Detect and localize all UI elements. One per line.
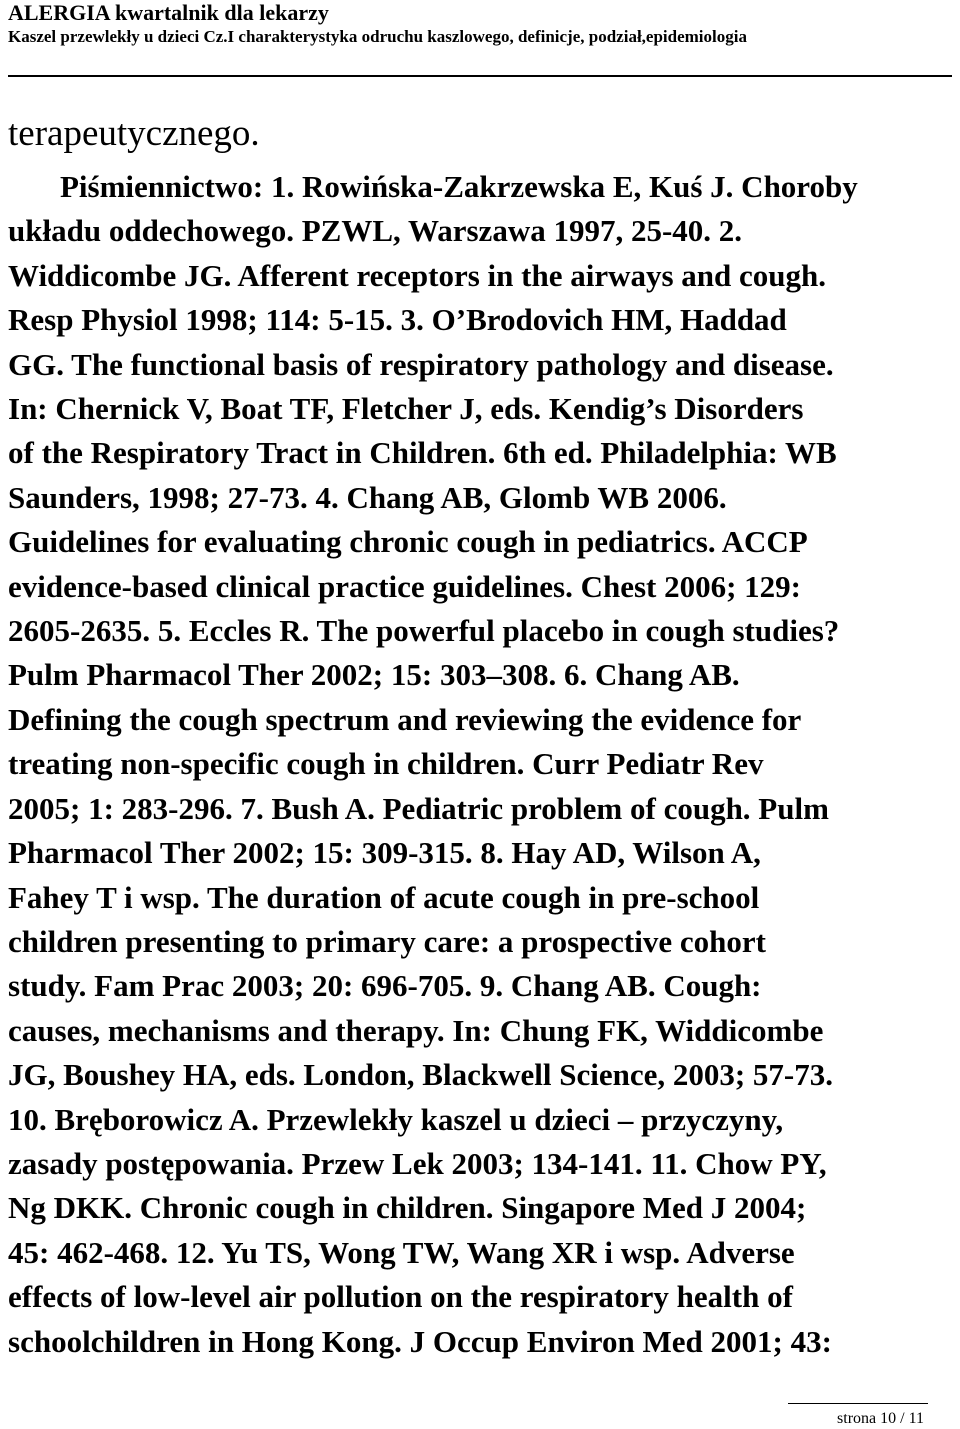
reference-line: schoolchildren in Hong Kong. J Occup Environ Med 2001; 43: xyxy=(8,1323,832,1359)
reference-line: Defining the cough spectrum and reviewing the evidence for xyxy=(8,701,802,737)
reference-line: Fahey T i wsp. The duration of acute cough in pre-school xyxy=(8,879,760,915)
reference-line: 2005; 1: 283-296. 7. Bush A. Pediatric problem of cough. Pulm xyxy=(8,790,829,826)
reference-line: study. Fam Prac 2003; 20: 696-705. 9. Chang AB. Cough: xyxy=(8,968,762,1004)
reference-line: causes, mechanisms and therapy. In: Chung FK, Widdicombe xyxy=(8,1012,824,1048)
reference-line: Pharmacol Ther 2002; 15: 309-315. 8. Hay AD, Wilson A, xyxy=(8,835,761,871)
header-divider xyxy=(8,75,952,77)
reference-line: evidence-based clinical practice guidelines. Chest 2006; 129: xyxy=(8,568,801,604)
reference-line: Pulm Pharmacol Ther 2002; 15: 303–308. 6. Chang AB. xyxy=(8,657,740,693)
references-block xyxy=(8,165,952,1364)
reference-line: children presenting to primary care: a prospective cohort xyxy=(8,923,766,959)
footer-divider xyxy=(788,1403,928,1404)
article-subtitle: Kaszel przewlekły u dzieci Cz.I charakterystyka odruchu kaszlowego, definicje, podział,epidemiologia xyxy=(8,27,747,46)
reference-line: JG, Boushey HA, eds. London, Blackwell Science, 2003; 57-73. xyxy=(8,1057,833,1093)
reference-line: Saunders, 1998; 27-73. 4. Chang AB, Glomb WB 2006. xyxy=(8,479,727,515)
reference-line: treating non-specific cough in children. Curr Pediatr Rev xyxy=(8,746,764,782)
reference-line: Ng DKK. Chronic cough in children. Singapore Med J 2004; xyxy=(8,1190,807,1226)
reference-line: of the Respiratory Tract in Children. 6th ed. Philadelphia: WB xyxy=(8,435,837,471)
reference-line: effects of low-level air pollution on the respiratory health of xyxy=(8,1279,793,1315)
reference-line: Resp Physiol 1998; 114: 5-15. 3. O’Brodovich HM, Haddad xyxy=(8,302,787,338)
reference-line: układu oddechowego. PZWL, Warszawa 1997, 25-40. 2. xyxy=(8,213,743,249)
journal-title: ALERGIA kwartalnik dla lekarzy xyxy=(8,0,329,25)
reference-line: Guidelines for evaluating chronic cough in pediatrics. ACCP xyxy=(8,524,808,560)
reference-line: GG. The functional basis of respiratory pathology and disease. xyxy=(8,346,834,382)
reference-line: 10. Bręborowicz A. Przewlekły kaszel u dzieci – przyczyny, xyxy=(8,1101,784,1137)
reference-line: zasady postępowania. Przew Lek 2003; 134-141. 11. Chow PY, xyxy=(8,1145,827,1181)
page-number: strona 10 / 11 xyxy=(837,1410,924,1427)
continued-text: terapeutycznego. xyxy=(8,113,260,154)
reference-line: 2605-2635. 5. Eccles R. The powerful placebo in cough studies? xyxy=(8,613,840,649)
reference-line: In: Chernick V, Boat TF, Fletcher J, eds. Kendig’s Disorders xyxy=(8,391,804,427)
reference-line: 45: 462-468. 12. Yu TS, Wong TW, Wang XR i wsp. Adverse xyxy=(8,1234,795,1270)
page-header xyxy=(8,0,952,48)
reference-line: Widdicombe JG. Afferent receptors in the airways and cough. xyxy=(8,257,827,293)
reference-line: Piśmiennictwo: 1. Rowińska-Zakrzewska E, Kuś J. Choroby xyxy=(60,169,858,204)
